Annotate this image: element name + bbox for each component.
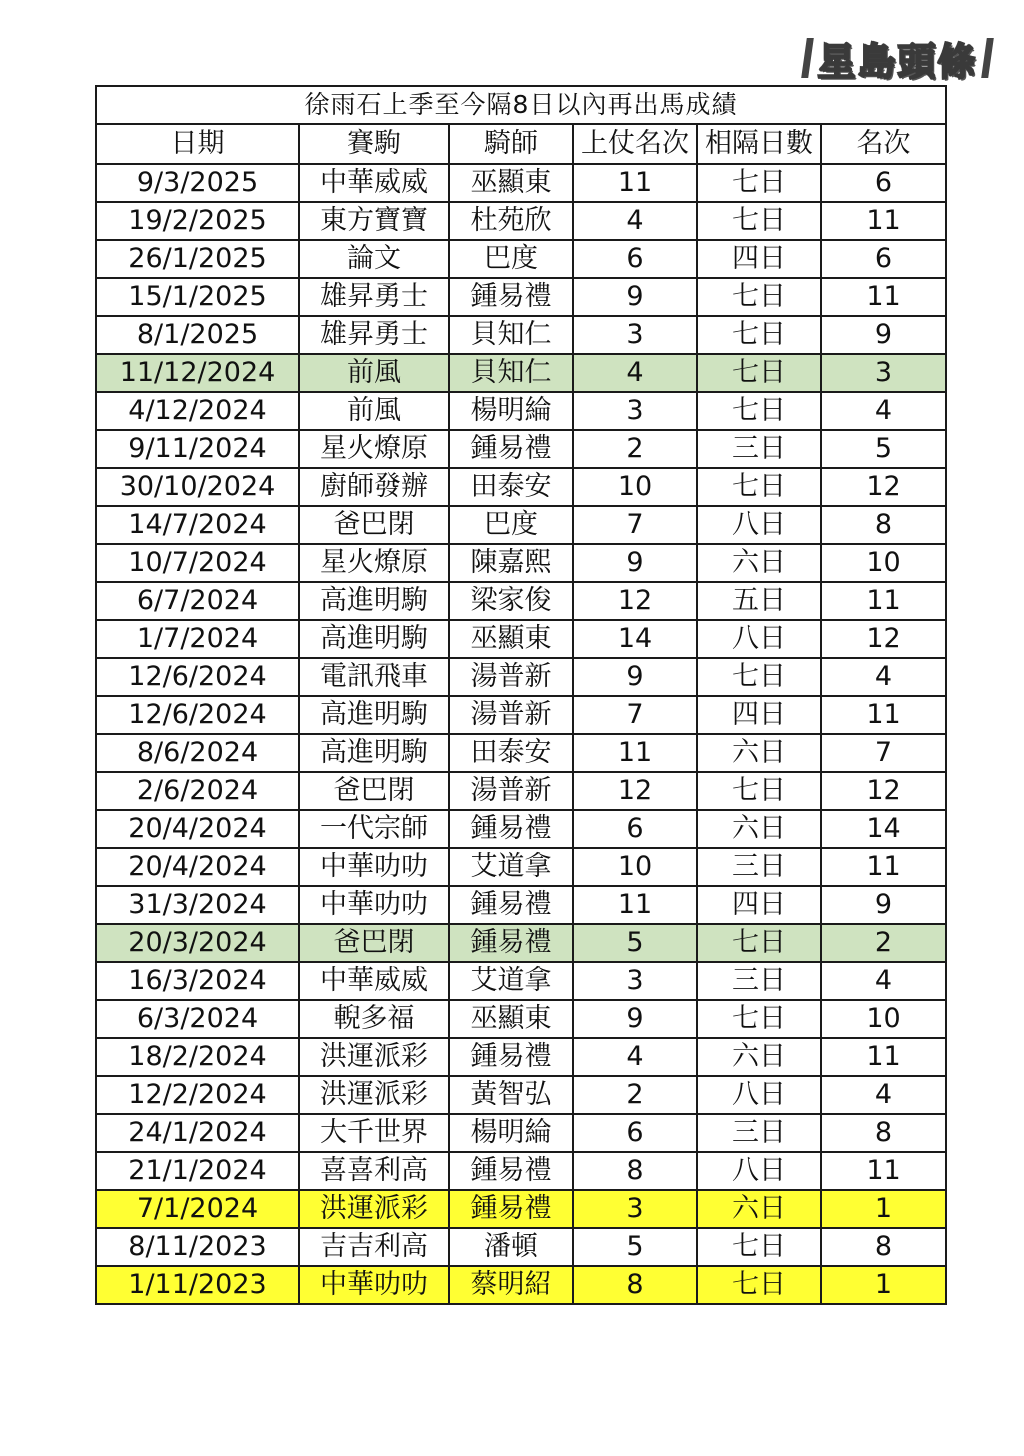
cell-prev-place: 5 bbox=[573, 924, 697, 962]
cell-place: 5 bbox=[821, 430, 946, 468]
cell-horse: 廚師發辦 bbox=[299, 468, 449, 506]
cell-place: 11 bbox=[821, 1038, 946, 1076]
cell-horse: 東方寶寶 bbox=[299, 202, 449, 240]
cell-prev-place: 3 bbox=[573, 1190, 697, 1228]
brand-logo bbox=[790, 30, 1005, 86]
table-row bbox=[96, 430, 946, 468]
cell-jockey: 楊明綸 bbox=[449, 1114, 573, 1152]
cell-prev-place: 4 bbox=[573, 354, 697, 392]
logo-text: 星島頭條 bbox=[817, 39, 978, 84]
cell-gap-days: 七日 bbox=[697, 1266, 821, 1304]
cell-gap-days: 七日 bbox=[697, 1228, 821, 1266]
cell-jockey: 楊明綸 bbox=[449, 392, 573, 430]
header-horse: 賽駒 bbox=[299, 124, 449, 164]
cell-date: 8/6/2024 bbox=[96, 734, 299, 772]
cell-place: 12 bbox=[821, 772, 946, 810]
cell-gap-days: 七日 bbox=[697, 1000, 821, 1038]
cell-horse: 高進明駒 bbox=[299, 620, 449, 658]
cell-prev-place: 9 bbox=[573, 1000, 697, 1038]
cell-gap-days: 七日 bbox=[697, 164, 821, 202]
cell-place: 4 bbox=[821, 658, 946, 696]
cell-gap-days: 八日 bbox=[697, 1152, 821, 1190]
table-row bbox=[96, 202, 946, 240]
header-prev-place: 上仗名次 bbox=[573, 124, 697, 164]
cell-prev-place: 9 bbox=[573, 544, 697, 582]
cell-jockey: 鍾易禮 bbox=[449, 924, 573, 962]
table-row bbox=[96, 240, 946, 278]
cell-horse: 前風 bbox=[299, 392, 449, 430]
cell-date: 26/1/2025 bbox=[96, 240, 299, 278]
cell-prev-place: 2 bbox=[573, 430, 697, 468]
table-row bbox=[96, 506, 946, 544]
cell-gap-days: 七日 bbox=[697, 468, 821, 506]
cell-gap-days: 七日 bbox=[697, 202, 821, 240]
cell-horse: 電訊飛車 bbox=[299, 658, 449, 696]
cell-prev-place: 4 bbox=[573, 1038, 697, 1076]
cell-jockey: 艾道拿 bbox=[449, 848, 573, 886]
cell-date: 7/1/2024 bbox=[96, 1190, 299, 1228]
cell-prev-place: 7 bbox=[573, 696, 697, 734]
cell-place: 6 bbox=[821, 164, 946, 202]
cell-place: 8 bbox=[821, 1228, 946, 1266]
cell-date: 19/2/2025 bbox=[96, 202, 299, 240]
cell-horse: 爸巴閉 bbox=[299, 506, 449, 544]
cell-horse: 吉吉利高 bbox=[299, 1228, 449, 1266]
cell-jockey: 鍾易禮 bbox=[449, 1152, 573, 1190]
cell-prev-place: 8 bbox=[573, 1266, 697, 1304]
cell-jockey: 巴度 bbox=[449, 240, 573, 278]
cell-prev-place: 3 bbox=[573, 392, 697, 430]
cell-date: 6/7/2024 bbox=[96, 582, 299, 620]
cell-horse: 中華叻叻 bbox=[299, 1266, 449, 1304]
cell-place: 10 bbox=[821, 1000, 946, 1038]
table-row bbox=[96, 1114, 946, 1152]
cell-date: 31/3/2024 bbox=[96, 886, 299, 924]
cell-gap-days: 六日 bbox=[697, 734, 821, 772]
cell-jockey: 巴度 bbox=[449, 506, 573, 544]
cell-place: 10 bbox=[821, 544, 946, 582]
cell-date: 11/12/2024 bbox=[96, 354, 299, 392]
cell-prev-place: 3 bbox=[573, 316, 697, 354]
cell-gap-days: 五日 bbox=[697, 582, 821, 620]
cell-prev-place: 3 bbox=[573, 962, 697, 1000]
cell-prev-place: 6 bbox=[573, 810, 697, 848]
cell-horse: 中華威威 bbox=[299, 164, 449, 202]
cell-prev-place: 14 bbox=[573, 620, 697, 658]
cell-date: 9/3/2025 bbox=[96, 164, 299, 202]
table-row bbox=[96, 620, 946, 658]
cell-prev-place: 2 bbox=[573, 1076, 697, 1114]
table-row bbox=[96, 772, 946, 810]
cell-jockey: 湯普新 bbox=[449, 772, 573, 810]
cell-jockey: 鍾易禮 bbox=[449, 1190, 573, 1228]
cell-place: 14 bbox=[821, 810, 946, 848]
cell-gap-days: 四日 bbox=[697, 886, 821, 924]
cell-horse: 輗多福 bbox=[299, 1000, 449, 1038]
cell-prev-place: 11 bbox=[573, 734, 697, 772]
cell-horse: 大千世界 bbox=[299, 1114, 449, 1152]
cell-horse: 高進明駒 bbox=[299, 582, 449, 620]
cell-horse: 論文 bbox=[299, 240, 449, 278]
cell-prev-place: 12 bbox=[573, 772, 697, 810]
cell-prev-place: 6 bbox=[573, 1114, 697, 1152]
cell-gap-days: 七日 bbox=[697, 772, 821, 810]
cell-date: 9/11/2024 bbox=[96, 430, 299, 468]
cell-gap-days: 三日 bbox=[697, 1114, 821, 1152]
cell-prev-place: 7 bbox=[573, 506, 697, 544]
cell-date: 20/4/2024 bbox=[96, 810, 299, 848]
cell-prev-place: 6 bbox=[573, 240, 697, 278]
cell-jockey: 貝知仁 bbox=[449, 316, 573, 354]
cell-jockey: 鍾易禮 bbox=[449, 886, 573, 924]
cell-place: 1 bbox=[821, 1190, 946, 1228]
cell-gap-days: 六日 bbox=[697, 544, 821, 582]
cell-horse: 星火燎原 bbox=[299, 430, 449, 468]
cell-place: 4 bbox=[821, 392, 946, 430]
cell-place: 11 bbox=[821, 848, 946, 886]
cell-horse: 洪運派彩 bbox=[299, 1038, 449, 1076]
header-gap-days: 相隔日數 bbox=[697, 124, 821, 164]
cell-horse: 星火燎原 bbox=[299, 544, 449, 582]
cell-prev-place: 4 bbox=[573, 202, 697, 240]
cell-jockey: 巫顯東 bbox=[449, 164, 573, 202]
cell-date: 20/3/2024 bbox=[96, 924, 299, 962]
cell-horse: 中華威威 bbox=[299, 962, 449, 1000]
header-jockey: 騎師 bbox=[449, 124, 573, 164]
cell-prev-place: 11 bbox=[573, 886, 697, 924]
cell-date: 12/2/2024 bbox=[96, 1076, 299, 1114]
table-title: 徐雨石上季至今隔8日以內再出馬成績 bbox=[96, 86, 946, 124]
cell-place: 11 bbox=[821, 202, 946, 240]
cell-date: 8/1/2025 bbox=[96, 316, 299, 354]
cell-jockey: 梁家俊 bbox=[449, 582, 573, 620]
cell-date: 1/7/2024 bbox=[96, 620, 299, 658]
cell-date: 18/2/2024 bbox=[96, 1038, 299, 1076]
cell-place: 8 bbox=[821, 1114, 946, 1152]
cell-date: 16/3/2024 bbox=[96, 962, 299, 1000]
cell-place: 9 bbox=[821, 886, 946, 924]
table-row bbox=[96, 658, 946, 696]
cell-jockey: 潘頓 bbox=[449, 1228, 573, 1266]
cell-jockey: 湯普新 bbox=[449, 658, 573, 696]
cell-date: 1/11/2023 bbox=[96, 1266, 299, 1304]
cell-date: 10/7/2024 bbox=[96, 544, 299, 582]
cell-horse: 一代宗師 bbox=[299, 810, 449, 848]
cell-horse: 高進明駒 bbox=[299, 696, 449, 734]
cell-place: 12 bbox=[821, 620, 946, 658]
cell-jockey: 鍾易禮 bbox=[449, 430, 573, 468]
cell-place: 8 bbox=[821, 506, 946, 544]
table-row bbox=[96, 582, 946, 620]
header-date: 日期 bbox=[96, 124, 299, 164]
cell-place: 9 bbox=[821, 316, 946, 354]
cell-horse: 洪運派彩 bbox=[299, 1190, 449, 1228]
cell-date: 21/1/2024 bbox=[96, 1152, 299, 1190]
cell-gap-days: 七日 bbox=[697, 924, 821, 962]
cell-gap-days: 六日 bbox=[697, 1038, 821, 1076]
cell-horse: 洪運派彩 bbox=[299, 1076, 449, 1114]
table-row bbox=[96, 924, 946, 962]
cell-place: 11 bbox=[821, 278, 946, 316]
cell-place: 4 bbox=[821, 1076, 946, 1114]
table-row bbox=[96, 1228, 946, 1266]
cell-horse: 前風 bbox=[299, 354, 449, 392]
table-row bbox=[96, 1190, 946, 1228]
cell-place: 6 bbox=[821, 240, 946, 278]
cell-gap-days: 七日 bbox=[697, 658, 821, 696]
table-row bbox=[96, 354, 946, 392]
table-row bbox=[96, 392, 946, 430]
cell-horse: 雄昇勇士 bbox=[299, 316, 449, 354]
cell-date: 14/7/2024 bbox=[96, 506, 299, 544]
cell-horse: 中華叻叻 bbox=[299, 886, 449, 924]
cell-jockey: 鍾易禮 bbox=[449, 1038, 573, 1076]
cell-jockey: 田泰安 bbox=[449, 468, 573, 506]
table-row bbox=[96, 1266, 946, 1304]
table-row bbox=[96, 848, 946, 886]
cell-gap-days: 八日 bbox=[697, 620, 821, 658]
cell-date: 2/6/2024 bbox=[96, 772, 299, 810]
cell-date: 24/1/2024 bbox=[96, 1114, 299, 1152]
table-header-row bbox=[96, 124, 946, 164]
logo-bar-icon bbox=[802, 38, 815, 78]
cell-horse: 高進明駒 bbox=[299, 734, 449, 772]
cell-place: 1 bbox=[821, 1266, 946, 1304]
table-row bbox=[96, 1038, 946, 1076]
cell-jockey: 杜苑欣 bbox=[449, 202, 573, 240]
cell-horse: 中華叻叻 bbox=[299, 848, 449, 886]
table-row bbox=[96, 886, 946, 924]
cell-jockey: 艾道拿 bbox=[449, 962, 573, 1000]
cell-jockey: 湯普新 bbox=[449, 696, 573, 734]
table-row bbox=[96, 316, 946, 354]
cell-prev-place: 12 bbox=[573, 582, 697, 620]
cell-horse: 雄昇勇士 bbox=[299, 278, 449, 316]
cell-prev-place: 10 bbox=[573, 848, 697, 886]
cell-prev-place: 8 bbox=[573, 1152, 697, 1190]
cell-gap-days: 七日 bbox=[697, 354, 821, 392]
table-row bbox=[96, 1000, 946, 1038]
table-row bbox=[96, 278, 946, 316]
cell-date: 20/4/2024 bbox=[96, 848, 299, 886]
cell-date: 6/3/2024 bbox=[96, 1000, 299, 1038]
cell-horse: 爸巴閉 bbox=[299, 924, 449, 962]
cell-jockey: 鍾易禮 bbox=[449, 278, 573, 316]
cell-horse: 喜喜利高 bbox=[299, 1152, 449, 1190]
cell-place: 11 bbox=[821, 696, 946, 734]
cell-prev-place: 9 bbox=[573, 278, 697, 316]
cell-jockey: 巫顯東 bbox=[449, 1000, 573, 1038]
cell-jockey: 陳嘉熙 bbox=[449, 544, 573, 582]
cell-date: 4/12/2024 bbox=[96, 392, 299, 430]
cell-date: 8/11/2023 bbox=[96, 1228, 299, 1266]
cell-prev-place: 9 bbox=[573, 658, 697, 696]
cell-place: 11 bbox=[821, 1152, 946, 1190]
cell-gap-days: 七日 bbox=[697, 392, 821, 430]
table-row bbox=[96, 544, 946, 582]
cell-place: 12 bbox=[821, 468, 946, 506]
cell-gap-days: 三日 bbox=[697, 430, 821, 468]
cell-place: 11 bbox=[821, 582, 946, 620]
table-row bbox=[96, 468, 946, 506]
logo-bar-icon bbox=[981, 38, 994, 78]
cell-prev-place: 5 bbox=[573, 1228, 697, 1266]
cell-jockey: 田泰安 bbox=[449, 734, 573, 772]
table-row bbox=[96, 164, 946, 202]
cell-gap-days: 四日 bbox=[697, 240, 821, 278]
cell-gap-days: 六日 bbox=[697, 1190, 821, 1228]
results-table bbox=[95, 85, 947, 1305]
cell-gap-days: 七日 bbox=[697, 316, 821, 354]
cell-gap-days: 三日 bbox=[697, 962, 821, 1000]
table-row bbox=[96, 962, 946, 1000]
cell-gap-days: 八日 bbox=[697, 506, 821, 544]
cell-horse: 爸巴閉 bbox=[299, 772, 449, 810]
table-row bbox=[96, 1076, 946, 1114]
table-body bbox=[96, 164, 946, 1304]
cell-gap-days: 六日 bbox=[697, 810, 821, 848]
cell-prev-place: 10 bbox=[573, 468, 697, 506]
cell-date: 15/1/2025 bbox=[96, 278, 299, 316]
cell-jockey: 黃智弘 bbox=[449, 1076, 573, 1114]
table-row bbox=[96, 696, 946, 734]
cell-place: 2 bbox=[821, 924, 946, 962]
cell-jockey: 巫顯東 bbox=[449, 620, 573, 658]
cell-date: 12/6/2024 bbox=[96, 658, 299, 696]
cell-gap-days: 七日 bbox=[697, 278, 821, 316]
cell-place: 3 bbox=[821, 354, 946, 392]
table-row bbox=[96, 810, 946, 848]
cell-jockey: 鍾易禮 bbox=[449, 810, 573, 848]
cell-place: 4 bbox=[821, 962, 946, 1000]
cell-place: 7 bbox=[821, 734, 946, 772]
cell-jockey: 貝知仁 bbox=[449, 354, 573, 392]
cell-date: 12/6/2024 bbox=[96, 696, 299, 734]
cell-jockey: 蔡明紹 bbox=[449, 1266, 573, 1304]
header-place: 名次 bbox=[821, 124, 946, 164]
cell-date: 30/10/2024 bbox=[96, 468, 299, 506]
cell-gap-days: 八日 bbox=[697, 1076, 821, 1114]
cell-gap-days: 三日 bbox=[697, 848, 821, 886]
table-row bbox=[96, 1152, 946, 1190]
cell-prev-place: 11 bbox=[573, 164, 697, 202]
table-row bbox=[96, 734, 946, 772]
table-title-row bbox=[96, 86, 946, 124]
cell-gap-days: 四日 bbox=[697, 696, 821, 734]
